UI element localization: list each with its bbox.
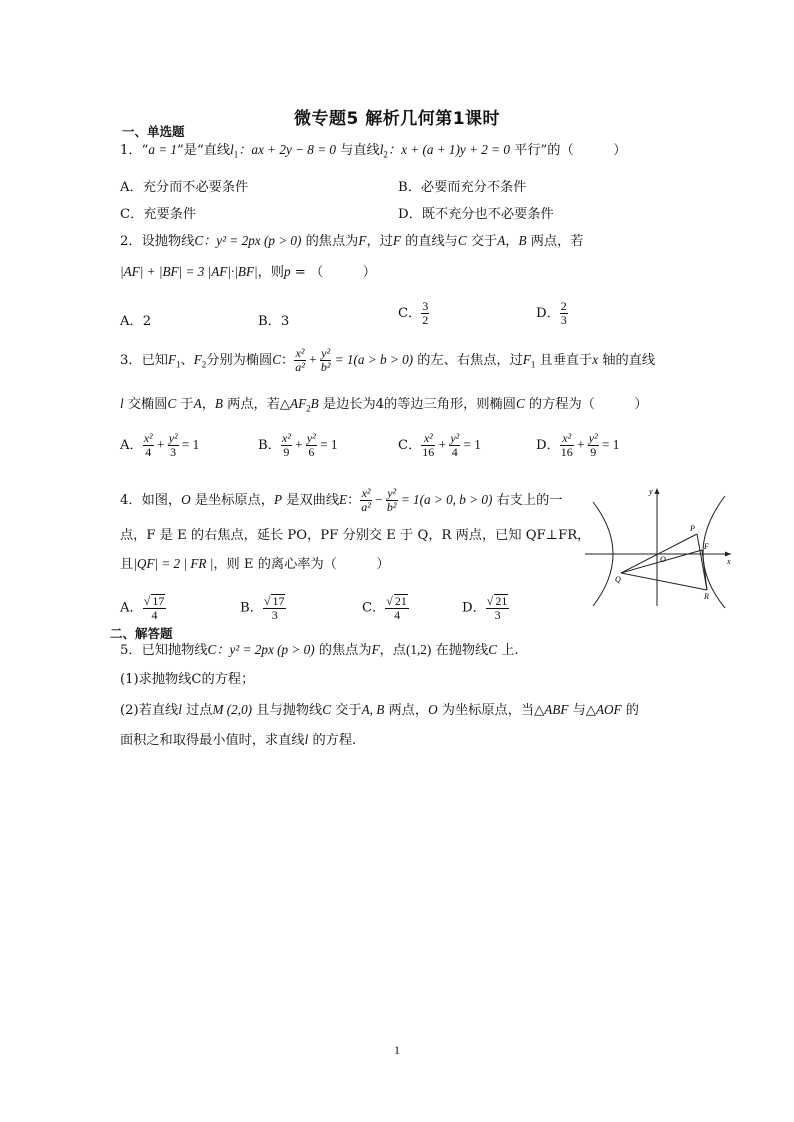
question-3-stem-line-2: l 交椭圆C 于A，B 两点，若$\triangle AF_2B$ 是边长为4的等边三角形，则椭圆C 的方程为（ ）: [120, 396, 648, 414]
question-2-stem-line-2: |AF| + |BF| = 3 |AF|·|BF|，则p = （ ）: [120, 264, 376, 280]
figure-label-Q: Q: [615, 575, 621, 584]
question-2-option-c: C． $\frac{3}{2}$: [398, 299, 429, 327]
section-heading-single-choice: 一、单选题: [122, 124, 185, 139]
section-heading-answer: 二、解答题: [110, 626, 173, 641]
line-QR: [621, 573, 707, 590]
question-3-option-c: C． $\frac{\text{x²}}{16}$ + $\frac{\text{y²}}{4}$ = 1: [398, 431, 481, 459]
question-1-option-a: A．充分而不必要条件: [120, 180, 249, 195]
question-4-option-a: A． $\frac{√ 17}{4}$: [120, 594, 165, 622]
question-4-option-c: C． $\frac{√ 21}{4}$: [362, 594, 407, 622]
x-axis-arrow: [725, 552, 731, 557]
figure-label-O: O: [660, 555, 666, 564]
question-3-option-d: D． $\frac{\text{x²}}{16}$ + $\frac{\text{y²}}{9}$ = 1: [536, 431, 620, 459]
question-1-option-b: B．必要而充分不条件: [398, 180, 527, 195]
figure-label-R: R: [704, 592, 709, 601]
question-4-stem-line-3: 且|QF| = 2 | FR |，则 E 的离心率为（ ）: [120, 556, 390, 572]
figure-label-y: y: [649, 487, 653, 496]
question-3-option-a: A． $\frac{\text{x²}}{4}$ + $\frac{\text{y²}}{3}$ = 1: [120, 431, 200, 459]
question-2-option-d: D． $\frac{2}{3}$: [536, 299, 567, 327]
question-1-stem: 1．“a = 1”是“直线$l_1$：ax + 2y − 8 = 0 与直线$l_2$：x + (a + 1)y + 2 = 0 平行”的（ ）: [120, 142, 627, 160]
hyperbola-figure: [585, 484, 735, 609]
question-2-option-a: A．2: [120, 314, 152, 329]
question-3-option-b: B． $\frac{\text{x²}}{9}$ + $\frac{\text{y²}}{6}$ = 1: [258, 431, 338, 459]
question-1-option-d: D．既不充分也不必要条件: [398, 207, 554, 222]
question-4-option-d: D． $\frac{√ 21}{3}$: [462, 594, 508, 622]
y-axis-arrow: [655, 488, 660, 494]
question-5-stem: 5．已知抛物线C：y² = 2px (p > 0) 的焦点为F，点(1,2) 在抛物线C 上.: [120, 642, 519, 658]
figure-label-F: F: [704, 542, 709, 551]
question-5-part-1: (1)求抛物线C的方程；: [120, 672, 255, 687]
figure-label-P: P: [690, 524, 695, 533]
question-4-stem-line-1: 4．如图，O 是坐标原点，P 是双曲线E： $\frac{\text{x²}}{\text{a²}}$ − $\frac{\text{y²}}{\text{b²}}$ = 1(a > 0, b > 0) 右支上的一: [120, 486, 563, 514]
page-number: 1: [394, 1043, 400, 1057]
question-3-stem-line-1: 3．已知$F_1$、$F_2$分别为椭圆C： $\frac{\text{x²}}{\text{a²}}$ + $\frac{\text{y²}}{\text{b²}}$ = 1(a > b > 0) 的左、右焦点，过$F_1$ 且垂直于x 轴的直线: [120, 346, 656, 374]
question-4-option-b: B． $\frac{√ 17}{3}$: [240, 594, 285, 622]
question-4-stem-line-2: 点，F 是 E 的右焦点，延长 PO，PF 分别交 E 于 Q，R 两点，已知 QF⊥FR，: [120, 528, 591, 543]
question-1-option-c: C．充要条件: [120, 207, 197, 222]
question-5-part-2-line-2: 面积之和取得最小值时，求直线l 的方程.: [120, 732, 357, 748]
question-2-option-b: B．3: [258, 314, 290, 329]
question-5-part-2-line-1: (2)若直线l 过点M (2,0) 且与抛物线C 交于A, B 两点，O 为坐标原点，当△ABF 与△AOF 的: [120, 702, 639, 718]
figure-label-x: x: [727, 557, 731, 566]
page-title: 微专题5 解析几何第1课时: [293, 109, 501, 129]
line-FR: [702, 550, 707, 590]
question-2-stem-line-1: 2．设抛物线C：y² = 2px (p > 0) 的焦点为F，过F 的直线与C 交于A，B 两点，若: [120, 233, 584, 249]
